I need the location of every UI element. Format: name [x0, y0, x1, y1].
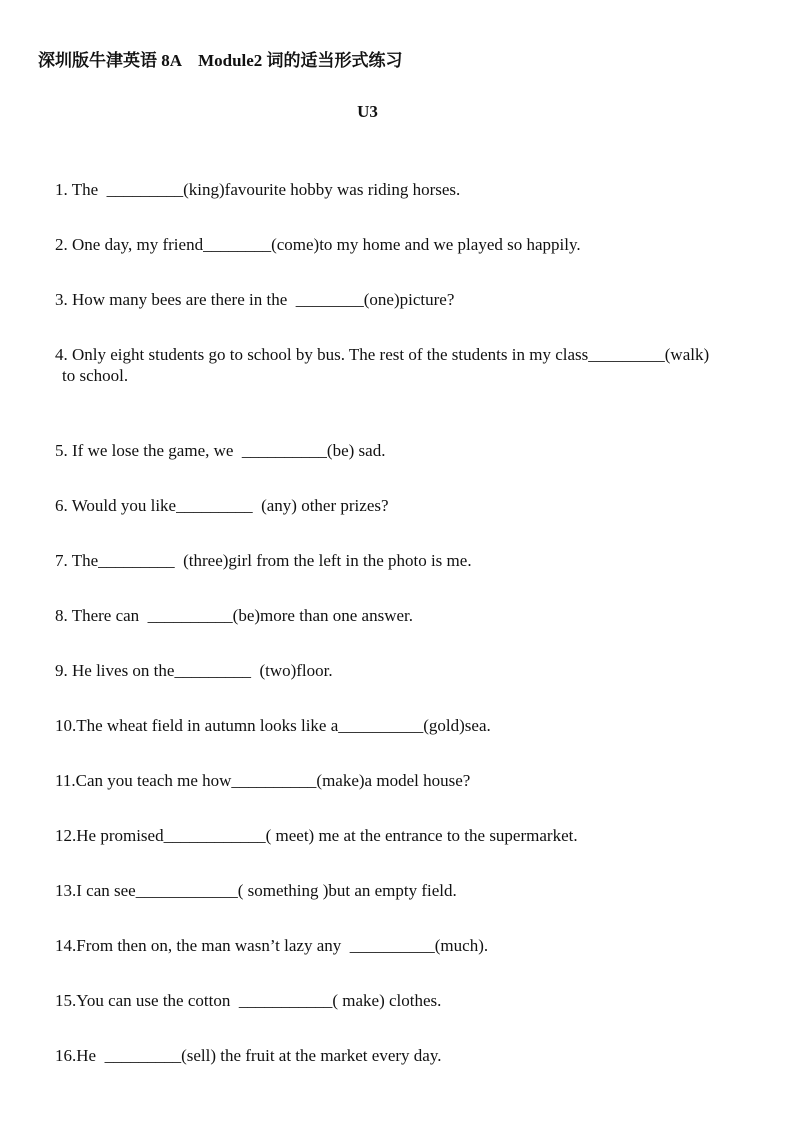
question-7: [38, 531, 472, 591]
question-15: [38, 971, 441, 1031]
question-text: Only eight students go to school by bus. The rest of the students in my class_________(walk): [67, 345, 710, 364]
question-16: [38, 1026, 441, 1086]
question-number: 12.: [55, 826, 77, 845]
question-14: [38, 916, 488, 976]
question-number: 14.: [55, 936, 77, 955]
question-11: [38, 751, 470, 811]
question-text: He promised____________( meet) me at the entrance to the supermarket.: [76, 826, 578, 845]
question-4: [38, 325, 709, 385]
question-number: 8.: [55, 606, 68, 625]
question-text: I can see____________( something )but an empty field.: [76, 881, 457, 900]
question-text: The_________ (three)girl from the left in the photo is me.: [67, 551, 472, 570]
question-8: [38, 586, 413, 646]
question-12: [38, 806, 578, 866]
question-4-continuation: to school.: [62, 366, 129, 385]
question-number: 4.: [55, 345, 68, 364]
page-title: 深圳版牛津英语 8A Module2 词的适当形式练习: [38, 51, 403, 70]
question-text: The _________(king)favourite hobby was riding horses.: [67, 180, 461, 199]
question-number: 7.: [55, 551, 68, 570]
question-5: [38, 421, 385, 481]
question-number: 10.: [55, 716, 77, 735]
question-13: [38, 861, 457, 921]
question-number: 15.: [55, 991, 77, 1010]
question-number: 1.: [55, 180, 68, 199]
question-number: 2.: [55, 235, 68, 254]
question-text: There can __________(be)more than one answer.: [67, 606, 413, 625]
question-number: 16.: [55, 1046, 77, 1065]
question-text: If we lose the game, we __________(be) sad.: [67, 441, 386, 460]
question-number: 9.: [55, 661, 68, 680]
question-text: From then on, the man wasn’t lazy any __________(much).: [76, 936, 489, 955]
question-6: [38, 476, 389, 536]
question-9: [38, 641, 333, 701]
question-text: He _________(sell) the fruit at the market every day.: [76, 1046, 442, 1065]
question-text: You can use the cotton ___________( make) clothes.: [76, 991, 442, 1010]
question-number: 3.: [55, 290, 68, 309]
question-text: Would you like_________ (any) other prizes?: [67, 496, 389, 515]
question-text: The wheat field in autumn looks like a__________(gold)sea.: [76, 716, 491, 735]
unit-heading: U3: [357, 102, 378, 121]
question-number: 11.: [55, 771, 76, 790]
question-number: 6.: [55, 496, 68, 515]
question-3: [38, 270, 454, 330]
question-number: 13.: [55, 881, 77, 900]
question-text: How many bees are there in the ________(one)picture?: [67, 290, 455, 309]
question-text: One day, my friend________(come)to my home and we played so happily.: [67, 235, 581, 254]
question-text: He lives on the_________ (two)floor.: [67, 661, 333, 680]
question-10: [38, 696, 491, 756]
question-number: 5.: [55, 441, 68, 460]
question-2: [38, 215, 581, 275]
question-1: [38, 160, 460, 220]
question-text: Can you teach me how__________(make)a model house?: [75, 771, 471, 790]
